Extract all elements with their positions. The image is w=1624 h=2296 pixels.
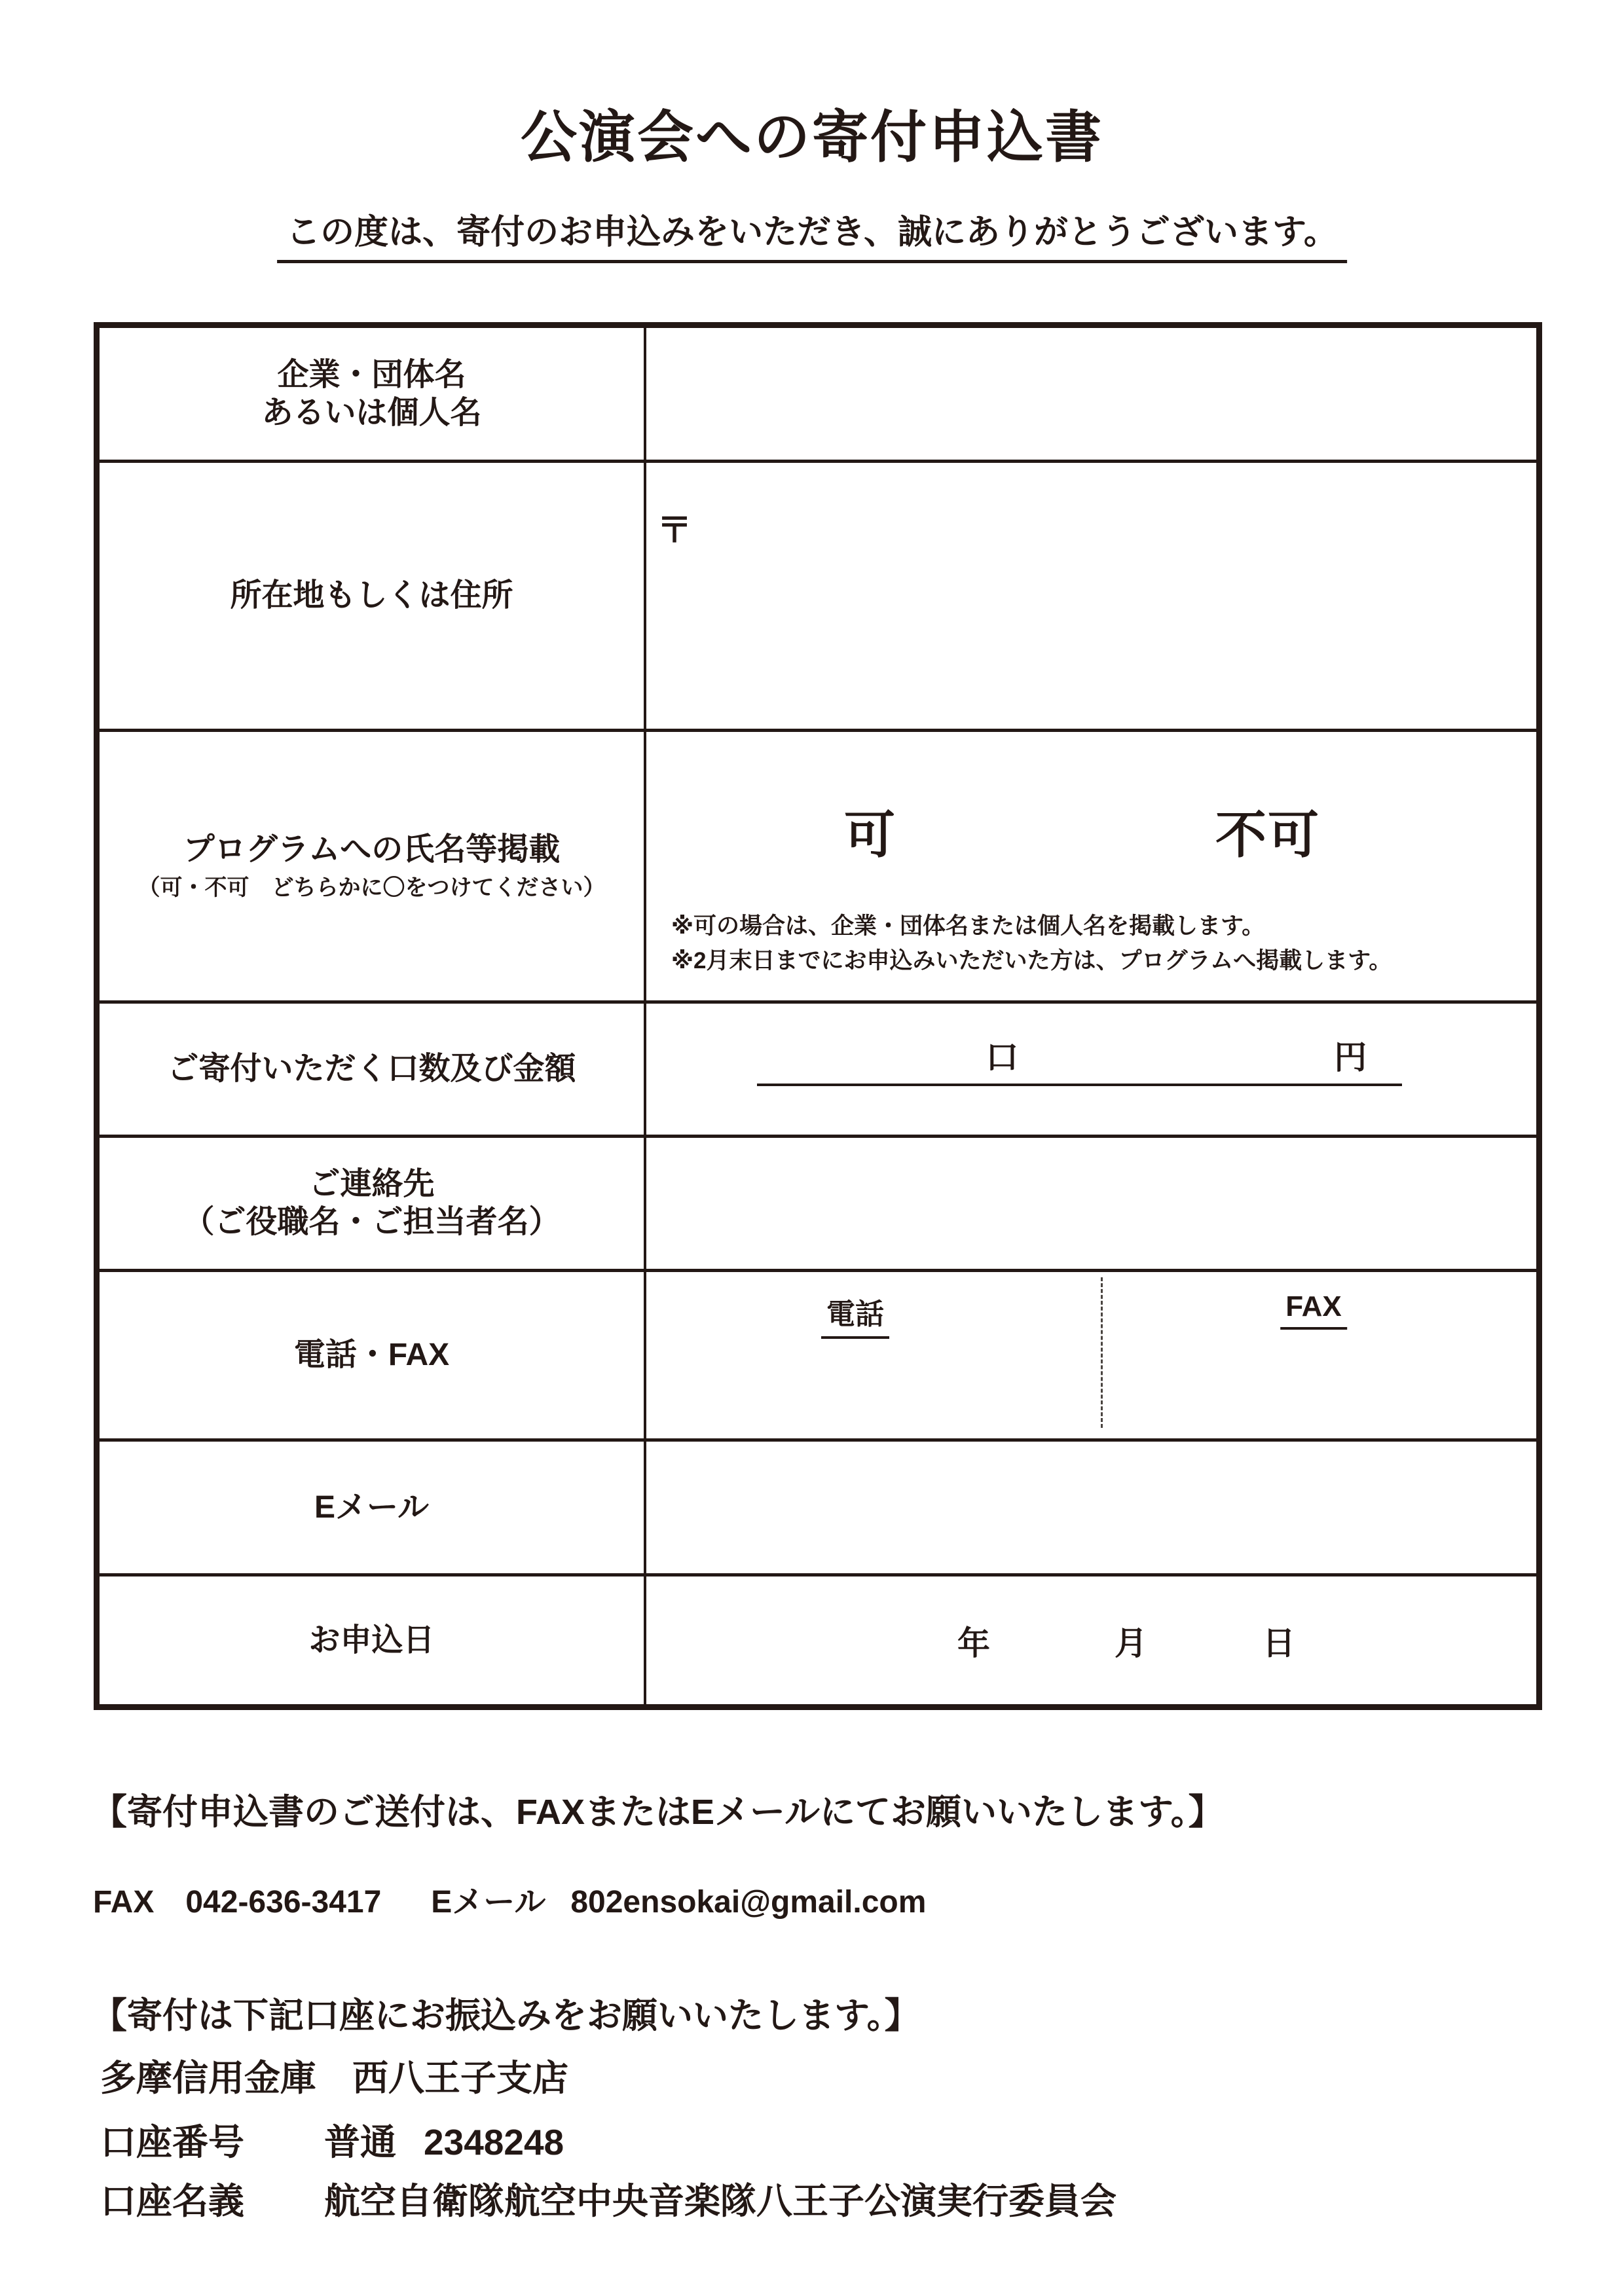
- address-label-text: 所在地もしくは住所: [230, 578, 513, 613]
- form-title: 公演会への寄付申込書: [521, 106, 1103, 169]
- donation-amount-input-area[interactable]: [646, 1004, 1536, 1135]
- donation-form-table: [94, 322, 1542, 1710]
- program-listing-choice-area: [646, 732, 1536, 1000]
- donation-amount-label: [100, 1004, 646, 1135]
- application-date-input-area[interactable]: [646, 1576, 1536, 1704]
- tel-fax-label-text: 電話・FAX: [293, 1338, 450, 1373]
- unit-year: 年: [957, 1624, 990, 1662]
- donation-amount-write-line: [757, 1038, 1402, 1086]
- program-listing-sublabel: （可・不可 どちらかに〇をつけてください）: [138, 875, 606, 901]
- email-contact-label: Eメール: [431, 1885, 546, 1920]
- application-date-label-text: お申込日: [308, 1622, 435, 1658]
- email-label: [100, 1442, 646, 1573]
- account-holder-name: 航空自衛隊航空中央音楽隊八王子公演実行委員会: [324, 2181, 1117, 2221]
- bank-branch-name: 多摩信用金庫 西八王子支店: [100, 2058, 569, 2098]
- company-name-label-line1: 企業・団体名: [277, 357, 466, 392]
- account-number: 2348248: [424, 2122, 564, 2162]
- unit-yen: 円: [1334, 1039, 1367, 1076]
- option-not-allowed[interactable]: 不可: [1215, 806, 1321, 864]
- email-address: 802ensokai@gmail.com: [570, 1885, 927, 1920]
- account-holder-label: 口座名義: [100, 2181, 245, 2221]
- row-contact-person: [100, 1135, 1536, 1269]
- account-number-label: 口座番号: [100, 2122, 245, 2162]
- company-name-input-area[interactable]: [646, 328, 1536, 460]
- send-instruction-note: 【寄付申込書のご送付は、FAXまたはEメールにてお願いいたします。】: [92, 1793, 1224, 1832]
- bank-transfer-note: 【寄付は下記口座にお振込みをお願いいたします。】: [92, 1996, 920, 2035]
- row-tel-fax: [100, 1269, 1536, 1438]
- application-date-label: [100, 1576, 646, 1704]
- program-listing-label: [100, 732, 646, 1000]
- fax-number: 042-636-3417: [185, 1885, 382, 1920]
- row-address: [100, 460, 1536, 729]
- unit-kuchi: 口: [986, 1039, 1019, 1076]
- contact-person-input-area[interactable]: [646, 1138, 1536, 1269]
- contact-person-label-line2: （ご役職名・ご担当者名）: [183, 1205, 561, 1239]
- unit-day: 日: [1263, 1624, 1295, 1662]
- donation-amount-label-text: ご寄付いただく口数及び金額: [167, 1051, 576, 1087]
- email-input-area[interactable]: [646, 1442, 1536, 1573]
- fax-label: FAX: [93, 1885, 155, 1920]
- fax-column-header: FAX: [1280, 1290, 1347, 1330]
- greeting-text: この度は、寄付のお申込みをいただき、誠にありがとうございます。: [277, 204, 1347, 263]
- tel-fax-label: [100, 1272, 646, 1438]
- row-company-name: [100, 328, 1536, 460]
- contact-person-label: [100, 1138, 646, 1269]
- row-email: [100, 1438, 1536, 1573]
- tel-column-header: 電話: [821, 1290, 889, 1339]
- address-label: [100, 463, 646, 729]
- program-listing-label-text: プログラムへの氏名等掲載: [183, 831, 561, 867]
- company-name-label-line2: あるいは個人名: [261, 395, 482, 430]
- row-application-date: [100, 1573, 1536, 1704]
- account-type: 普通: [324, 2122, 397, 2162]
- account-holder-line: [100, 2172, 1116, 2224]
- program-listing-notes: [671, 909, 1392, 978]
- address-input-area[interactable]: [646, 463, 1536, 729]
- program-listing-note1: ※可の場合は、企業・団体名または個人名を掲載します。: [671, 913, 1265, 939]
- unit-month: 月: [1115, 1624, 1147, 1662]
- option-allowed[interactable]: 可: [843, 806, 897, 864]
- row-program-listing: [100, 729, 1536, 1000]
- email-label-text: Eメール: [314, 1489, 430, 1525]
- tel-fax-input-area[interactable]: [646, 1272, 1536, 1438]
- tel-fax-dashed-divider: [1101, 1277, 1103, 1428]
- contact-person-label-line1: ご連絡先: [308, 1167, 435, 1202]
- account-number-line: [100, 2113, 564, 2165]
- program-listing-note2: ※2月末日までにお申込みいただいた方は、プログラムへ掲載します。: [671, 947, 1392, 974]
- fax-email-contact-line: [93, 1876, 926, 1922]
- company-name-label: [100, 328, 646, 460]
- postal-mark: 〒: [657, 511, 692, 550]
- row-donation-amount: [100, 1000, 1536, 1135]
